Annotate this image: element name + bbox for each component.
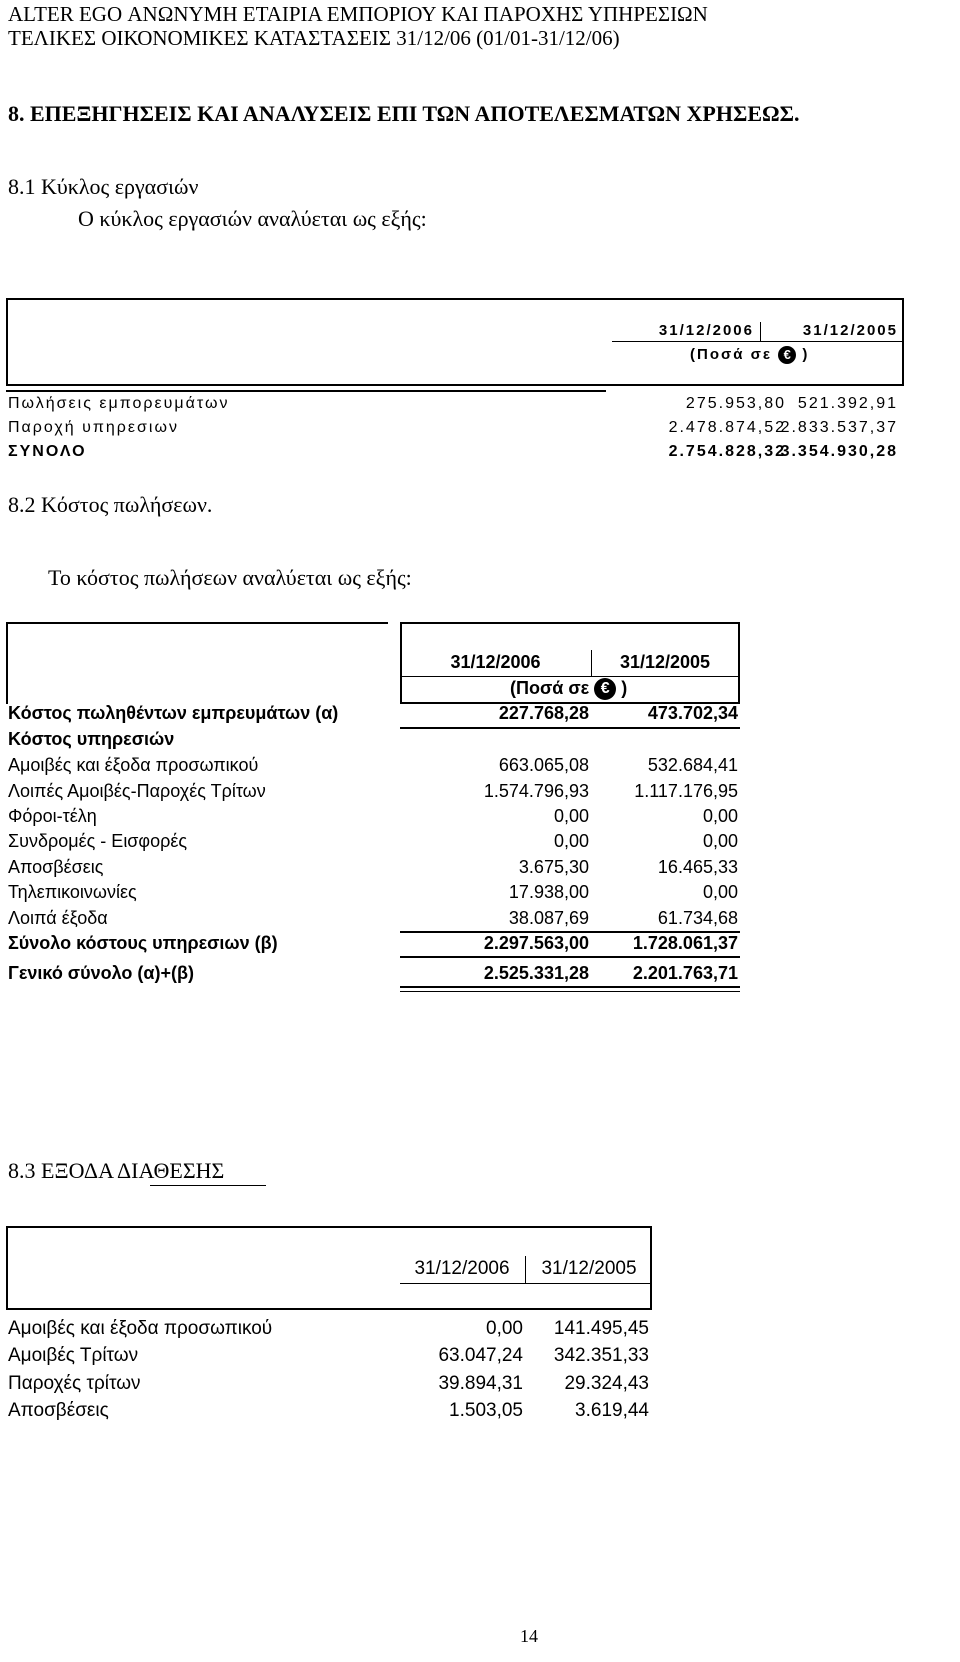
goods-cost-2005: 473.702,34 xyxy=(647,703,738,723)
goods-cost-2006: 227.768,28 xyxy=(498,703,589,723)
table-row-label: Αποσβέσεις xyxy=(8,1400,109,1421)
table-row-value-2006: 63.047,24 xyxy=(438,1345,523,1366)
turnover-total-label: ΣΥΝΟΛΟ xyxy=(8,443,87,460)
turnover-table-header-box xyxy=(6,298,904,386)
table-row-value-2005: 0,00 xyxy=(702,831,738,851)
table-row-value-2006: 2.478.874,52 xyxy=(668,419,786,436)
table-row-label: Λοιπές Αμοιβές-Παροχές Τρίτων xyxy=(8,781,266,801)
amounts-suffix: ) xyxy=(802,346,810,363)
goods-cost-label: Κόστος πωληθέντων εμπρευμάτων (α) xyxy=(8,703,339,723)
table-row-value-2005: 532.684,41 xyxy=(647,755,738,775)
table-row-label: Φόροι-τέλη xyxy=(8,806,97,826)
table-row-value-2006: 1.503,05 xyxy=(449,1400,523,1421)
services-total-bottom-rule xyxy=(400,956,740,958)
distribution-header-rule xyxy=(400,1283,652,1284)
table-row-label: Συνδρομές - Εισφορές xyxy=(8,831,188,851)
section-8-1-intro: Ο κύκλος εργασιών αναλύεται ως εξής: xyxy=(78,206,427,231)
table-row-value-2005: 0,00 xyxy=(702,806,738,826)
grand-total-rule-1 xyxy=(400,986,740,988)
table-row-label: Αμοιβές και έξοδα προσωπικού xyxy=(8,1318,273,1339)
table-row-value-2006: 663.065,08 xyxy=(498,755,589,775)
amounts-suffix: ) xyxy=(621,678,628,698)
page-number: 14 xyxy=(520,1626,538,1646)
cost-table-top-rule xyxy=(6,622,388,624)
table-row-value-2005: 141.495,45 xyxy=(553,1318,649,1339)
table-row-value-2005: 3.619,44 xyxy=(575,1400,649,1421)
cost-col-2005: 31/12/2005 xyxy=(619,652,711,672)
table-row-value-2005: 29.324,43 xyxy=(564,1373,649,1394)
turnover-top-rule xyxy=(6,390,606,392)
statements-header: ΤΕΛΙΚΕΣ ΟΙΚΟΝΟΜΙΚΕΣ ΚΑΤΑΣΤΑΣΕΙΣ 31/12/06 (01/01-31/12/06) xyxy=(8,26,620,50)
services-total-label: Σύνολο κόστους υπηρεσιων (β) xyxy=(8,933,278,953)
turnover-amounts-note xyxy=(690,346,809,364)
table-row-value-2006: 0,00 xyxy=(486,1318,523,1339)
amounts-prefix: (Ποσά σε xyxy=(690,346,773,363)
turnover-col-2006: 31/12/2006 xyxy=(658,322,754,339)
cost-table-left-border xyxy=(6,622,8,704)
table-row-value-2006: 1.574.796,93 xyxy=(483,781,589,801)
table-row-value-2006: 38.087,69 xyxy=(508,908,589,928)
services-total-2006: 2.297.563,00 xyxy=(483,933,589,953)
section-8-title: 8. ΕΠΕΞΗΓΗΣΕΙΣ ΚΑΙ ΑΝΑΛΥΣΕΙΣ ΕΠΙ ΤΩΝ ΑΠΟΤΕΛΕΣΜΑΤΩΝ ΧΡΗΣΕΩΣ. xyxy=(8,101,800,126)
section-8-3-title-underline xyxy=(150,1185,266,1186)
distribution-col-2005: 31/12/2005 xyxy=(541,1258,637,1279)
table-row-value-2006: 3.675,30 xyxy=(518,857,589,877)
table-row-value-2006: 17.938,00 xyxy=(508,882,589,902)
table-row-value-2005: 61.734,68 xyxy=(657,908,738,928)
turnover-total-2006: 2.754.828,32 xyxy=(668,443,786,460)
table-row-value-2006: 39.894,31 xyxy=(438,1373,523,1394)
distribution-column-divider xyxy=(525,1256,526,1283)
turnover-total-2005: 3.354.930,28 xyxy=(780,443,898,460)
table-row-value-2006: 0,00 xyxy=(553,806,589,826)
table-row-label: Παροχή υπηρεσιων xyxy=(8,419,179,436)
euro-icon: € xyxy=(778,346,796,364)
euro-icon: € xyxy=(594,678,616,700)
table-row-value-2005: 521.392,91 xyxy=(797,395,898,412)
table-row-value-2005: 342.351,33 xyxy=(553,1345,649,1366)
table-row-label: Τηλεπικοινωνίες xyxy=(8,882,137,902)
table-row-value-2005: 0,00 xyxy=(702,882,738,902)
section-8-2-title: 8.2 Κόστος πωλήσεων. xyxy=(8,492,213,517)
turnover-header-rule xyxy=(612,341,904,342)
table-row-label: Πωλήσεις εμπορευμάτων xyxy=(8,395,230,412)
distribution-col-2006: 31/12/2006 xyxy=(414,1258,510,1279)
cost-header-rule xyxy=(400,676,740,677)
table-row-value-2005: 2.833.537,37 xyxy=(780,419,898,436)
cost-col-2006: 31/12/2006 xyxy=(450,652,541,672)
table-row-label: Αμοιβές Τρίτων xyxy=(8,1345,139,1366)
grand-total-2006: 2.525.331,28 xyxy=(483,963,589,983)
table-row-label: Λοιπά έξοδα xyxy=(8,908,108,928)
services-cost-heading: Κόστος υπηρεσιών xyxy=(8,729,175,749)
section-8-3-title: 8.3 ΕΞΟΔΑ ΔΙΑΘΕΣΗΣ xyxy=(8,1158,225,1183)
grand-total-rule-2 xyxy=(400,991,740,992)
section-8-1-title: 8.1 Κύκλος εργασιών xyxy=(8,174,199,199)
table-row-value-2006: 275.953,80 xyxy=(685,395,786,412)
table-row-value-2005: 1.117.176,95 xyxy=(634,781,738,801)
grand-total-label: Γενικό σύνολο (α)+(β) xyxy=(8,963,194,983)
company-header: ALTER EGO ΑΝΩΝΥΜΗ ΕΤΑΙΡΙΑ ΕΜΠΟΡΙΟΥ ΚΑΙ ΠΑΡΟΧΗΣ ΥΠΗΡΕΣΙΩΝ xyxy=(8,2,708,26)
table-row-label: Παροχές τρίτων xyxy=(8,1373,141,1394)
turnover-col-2005: 31/12/2005 xyxy=(802,322,898,339)
table-row-value-2006: 0,00 xyxy=(553,831,589,851)
table-row-label: Αμοιβές και έξοδα προσωπικού xyxy=(8,755,259,775)
cost-amounts-note xyxy=(510,678,627,700)
services-total-2005: 1.728.061,37 xyxy=(632,933,738,953)
turnover-column-divider xyxy=(760,322,761,341)
goods-row-rule xyxy=(400,727,740,729)
amounts-prefix: (Ποσά σε xyxy=(510,678,590,698)
grand-total-2005: 2.201.763,71 xyxy=(632,963,738,983)
section-8-2-intro: Το κόστος πωλήσεων αναλύεται ως εξής: xyxy=(48,565,412,590)
table-row-value-2005: 16.465,33 xyxy=(657,857,738,877)
table-row-label: Αποσβέσεις xyxy=(8,857,104,877)
